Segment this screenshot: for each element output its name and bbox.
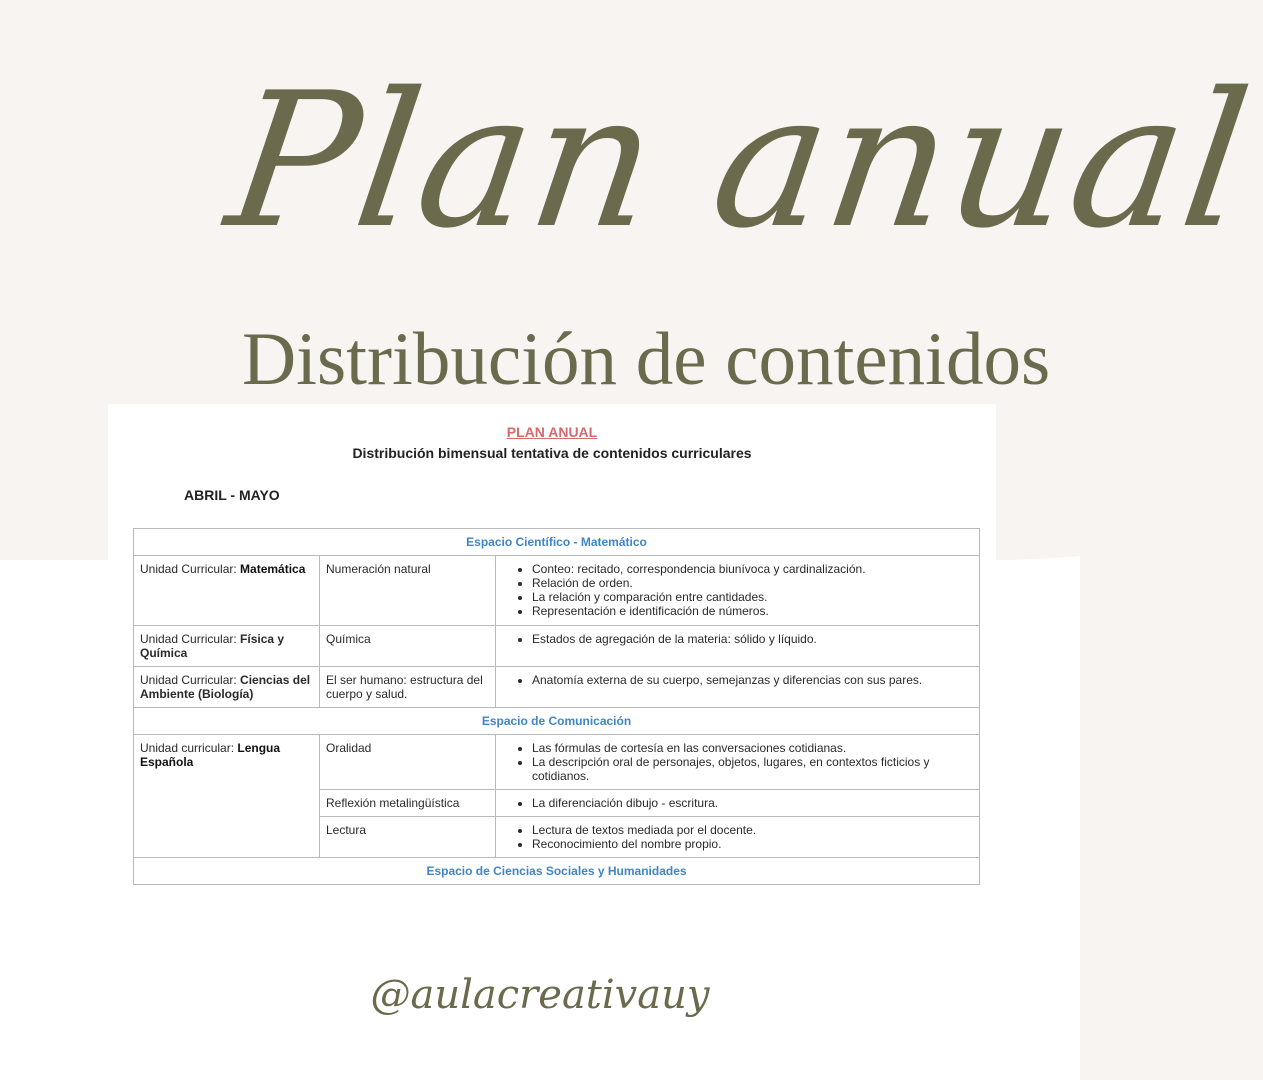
document-preview	[108, 404, 996, 924]
table-row	[134, 735, 980, 790]
topic-cell: Química	[320, 626, 496, 667]
unit-cell-fisica	[134, 626, 320, 667]
list-item: • Relación de orden.	[532, 576, 973, 590]
content-cell	[496, 667, 980, 708]
list-item: • La diferenciación dibujo - escritura.	[532, 796, 973, 810]
social-handle: @aulacreativauy	[370, 972, 710, 1018]
document-period: ABRIL - MAYO	[184, 487, 280, 503]
unit-cell-biologia	[134, 667, 320, 708]
list-item: • Estados de agregación de la materia: sólido y líquido.	[532, 632, 973, 646]
topic-cell: Numeración natural	[320, 556, 496, 626]
table-row	[134, 858, 980, 885]
table-row	[134, 556, 980, 626]
space-header-cientifico: Espacio Científico - Matemático	[134, 529, 980, 556]
unit-prefix: Unidad Curricular:	[140, 673, 241, 687]
unit-name: Lengua Española	[140, 741, 281, 769]
table-row	[134, 708, 980, 735]
unit-name: Matemática	[240, 562, 306, 576]
unit-name: Física y Química	[140, 632, 285, 660]
topic-cell: Lectura	[320, 817, 496, 858]
table-row	[134, 667, 980, 708]
unit-cell-lengua	[134, 735, 320, 858]
page-subtitle: Distribución de contenidos	[242, 318, 1051, 401]
content-cell	[496, 790, 980, 817]
unit-prefix: Unidad Curricular:	[140, 632, 241, 646]
table-row	[134, 529, 980, 556]
topic-cell: Oralidad	[320, 735, 496, 790]
document-title: PLAN ANUAL	[506, 424, 598, 440]
list-item: • Conteo: recitado, correspondencia biunívoca y cardinalización.	[532, 562, 973, 576]
list-item: • Representación e identificación de números.	[532, 604, 973, 618]
unit-prefix: Unidad Curricular:	[140, 562, 241, 576]
unit-prefix: Unidad curricular:	[140, 741, 238, 755]
page-title: Plan anual	[216, 52, 1263, 269]
list-item: • La descripción oral de personajes, objetos, lugares, en contextos ficticios y cotidianos.	[532, 755, 973, 783]
unit-name: Ciencias del Ambiente (Biología)	[140, 673, 311, 701]
topic-cell: El ser humano: estructura del cuerpo y salud.	[320, 667, 496, 708]
space-header-comunicacion: Espacio de Comunicación	[134, 708, 980, 735]
content-cell	[496, 626, 980, 667]
content-cell	[496, 556, 980, 626]
document-subtitle: Distribución bimensual tentativa de contenidos curriculares	[352, 445, 752, 461]
list-item: • Anatomía externa de su cuerpo, semejanzas y diferencias con sus pares.	[532, 673, 973, 687]
table-row	[134, 626, 980, 667]
list-item: • La relación y comparación entre cantidades.	[532, 590, 973, 604]
content-cell	[496, 817, 980, 858]
space-header-sociales: Espacio de Ciencias Sociales y Humanidades	[134, 858, 980, 885]
list-item: • Reconocimiento del nombre propio.	[532, 837, 973, 851]
unit-cell-matematica	[134, 556, 320, 626]
topic-cell: Reflexión metalingüística	[320, 790, 496, 817]
list-item: • Lectura de textos mediada por el docente.	[532, 823, 973, 837]
content-cell	[496, 735, 980, 790]
curriculum-table	[133, 528, 980, 885]
list-item: • Las fórmulas de cortesía en las conversaciones cotidianas.	[532, 741, 973, 755]
